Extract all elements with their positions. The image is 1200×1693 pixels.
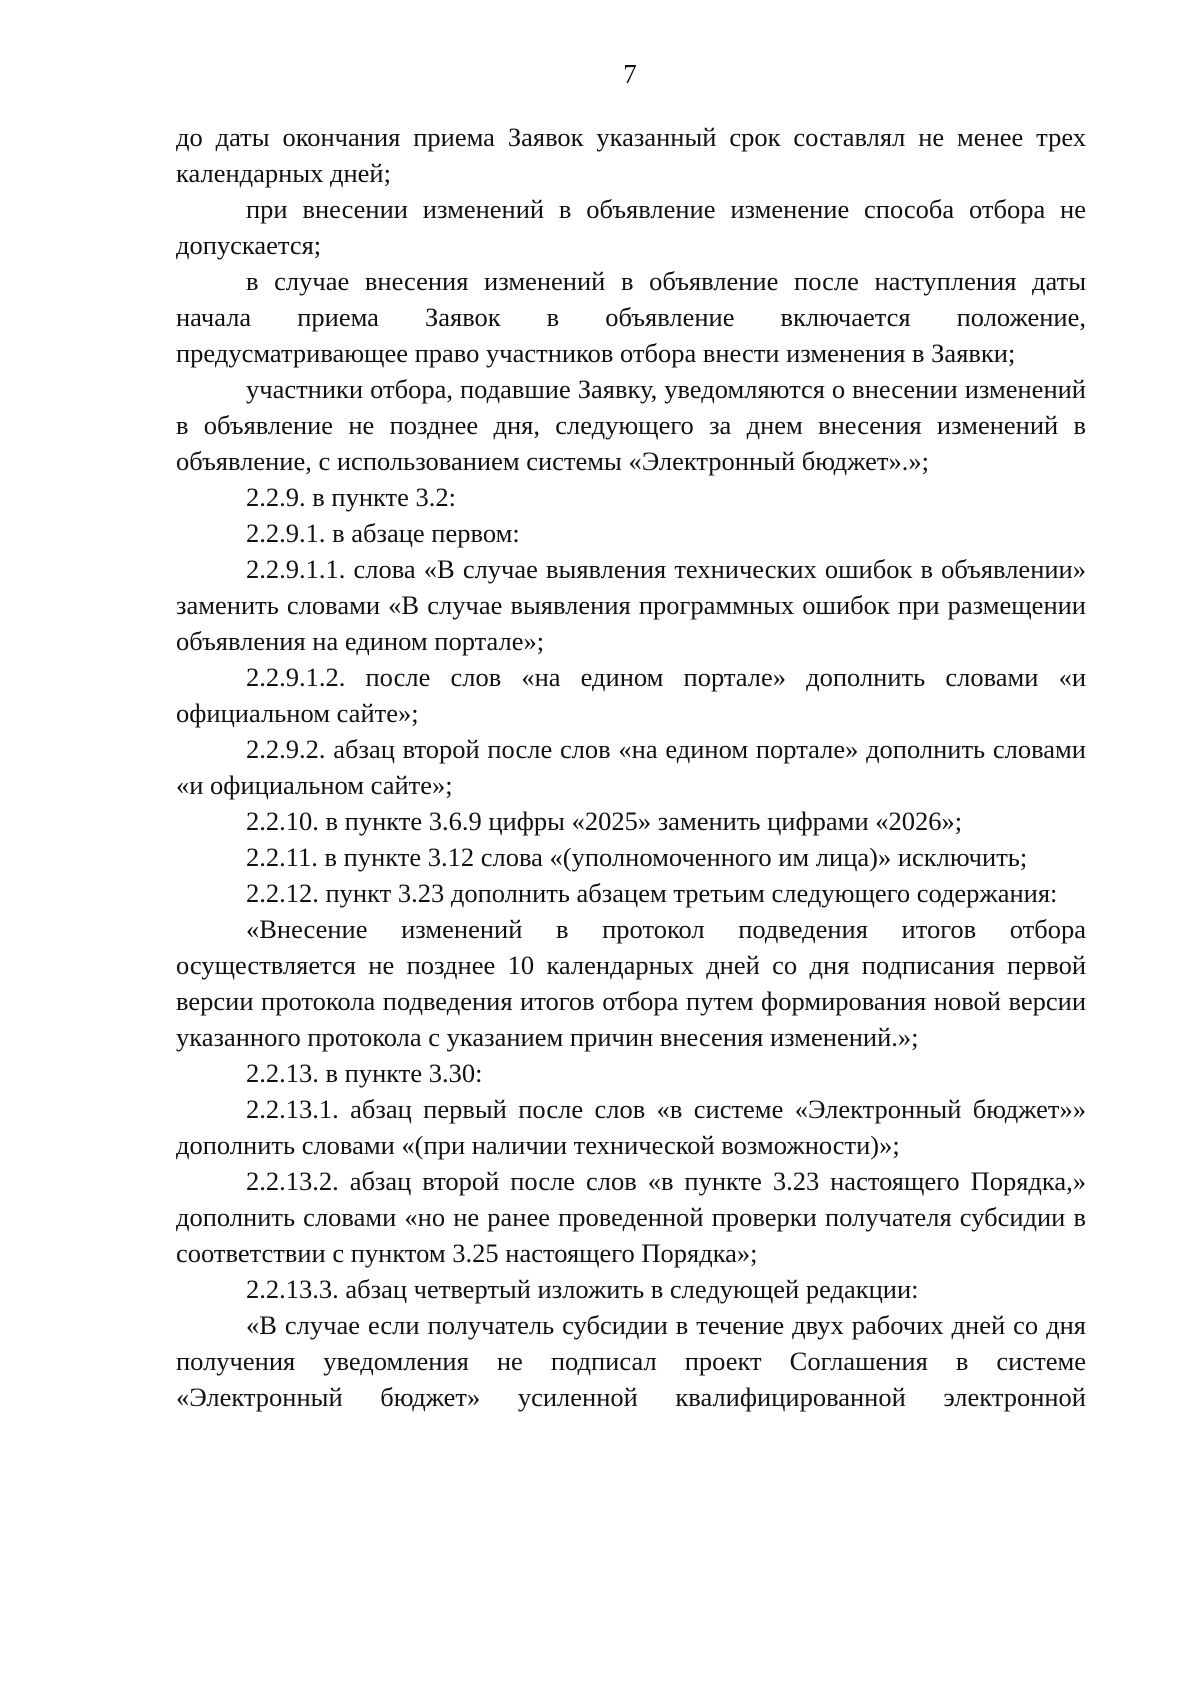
paragraph: 2.2.13.3. абзац четвертый изложить в следующей редакции:: [246, 1274, 919, 1304]
paragraph: 2.2.13.1. абзац первый после слов «в системе «Электронный бюджет»» дополнить словами «(при наличии технической возможности)»;: [176, 1094, 1086, 1160]
paragraph: 2.2.9.1. в абзаце первом:: [246, 518, 520, 548]
paragraph: 2.2.11. в пункте 3.12 слова «(уполномоченного им лица)» исключить;: [246, 842, 1028, 872]
paragraph: 2.2.10. в пункте 3.6.9 цифры «2025» заменить цифрами «2026»;: [246, 806, 963, 836]
paragraph: 2.2.9.1.1. слова «В случае выявления технических ошибок в объявлении» заменить словами «В случае выявления программных ошибок при размещении объявления на едином портале»;: [176, 554, 1086, 656]
paragraph: 2.2.9. в пункте 3.2:: [246, 482, 456, 512]
paragraph: «В случае если получатель субсидии в течение двух рабочих дней со дня получения уведомления не подписал проект Соглашения в системе «Электронный бюджет» усиленной квалифицированной электронной: [176, 1310, 1086, 1412]
paragraph: 2.2.13. в пункте 3.30:: [246, 1058, 483, 1088]
paragraph: в случае внесения изменений в объявление после наступления даты начала приема Заявок в объявление включается положение, предусматривающее право участников отбора внести изменения в Заявки;: [176, 266, 1086, 368]
paragraph: 2.2.12. пункт 3.23 дополнить абзацем третьим следующего содержания:: [246, 878, 1058, 908]
paragraph: при внесении изменений в объявление изменение способа отбора не допускается;: [176, 194, 1086, 260]
paragraph: 2.2.9.1.2. после слов «на едином портале» дополнить словами «и официальном сайте»;: [176, 662, 1086, 728]
paragraph: 2.2.13.2. абзац второй после слов «в пункте 3.23 настоящего Порядка,» дополнить словами «но не ранее проведенной проверки получателя субсидии в соответствии с пунктом 3.25 настоящего Порядка»;: [176, 1166, 1086, 1268]
paragraph: «Внесение изменений в протокол подведения итогов отбора осуществляется не позднее 10 календарных дней со дня подписания первой версии протокола подведения итогов отбора путем формирования новой версии указанного протокола с указанием причин внесения изменений.»;: [176, 914, 1086, 1052]
paragraph: участники отбора, подавшие Заявку, уведомляются о внесении изменений в объявление не позднее дня, следующего за днем внесения изменений в объявление, с использованием системы «Электронный бюджет».»;: [176, 374, 1086, 476]
document-body: [176, 119, 1086, 1415]
paragraph: 2.2.9.2. абзац второй после слов «на едином портале» дополнить словами «и официальном сайте»;: [176, 734, 1086, 800]
paragraph: до даты окончания приема Заявок указанный срок составлял не менее трех календарных дней;: [176, 122, 1086, 188]
page-number: 7: [623, 59, 637, 89]
